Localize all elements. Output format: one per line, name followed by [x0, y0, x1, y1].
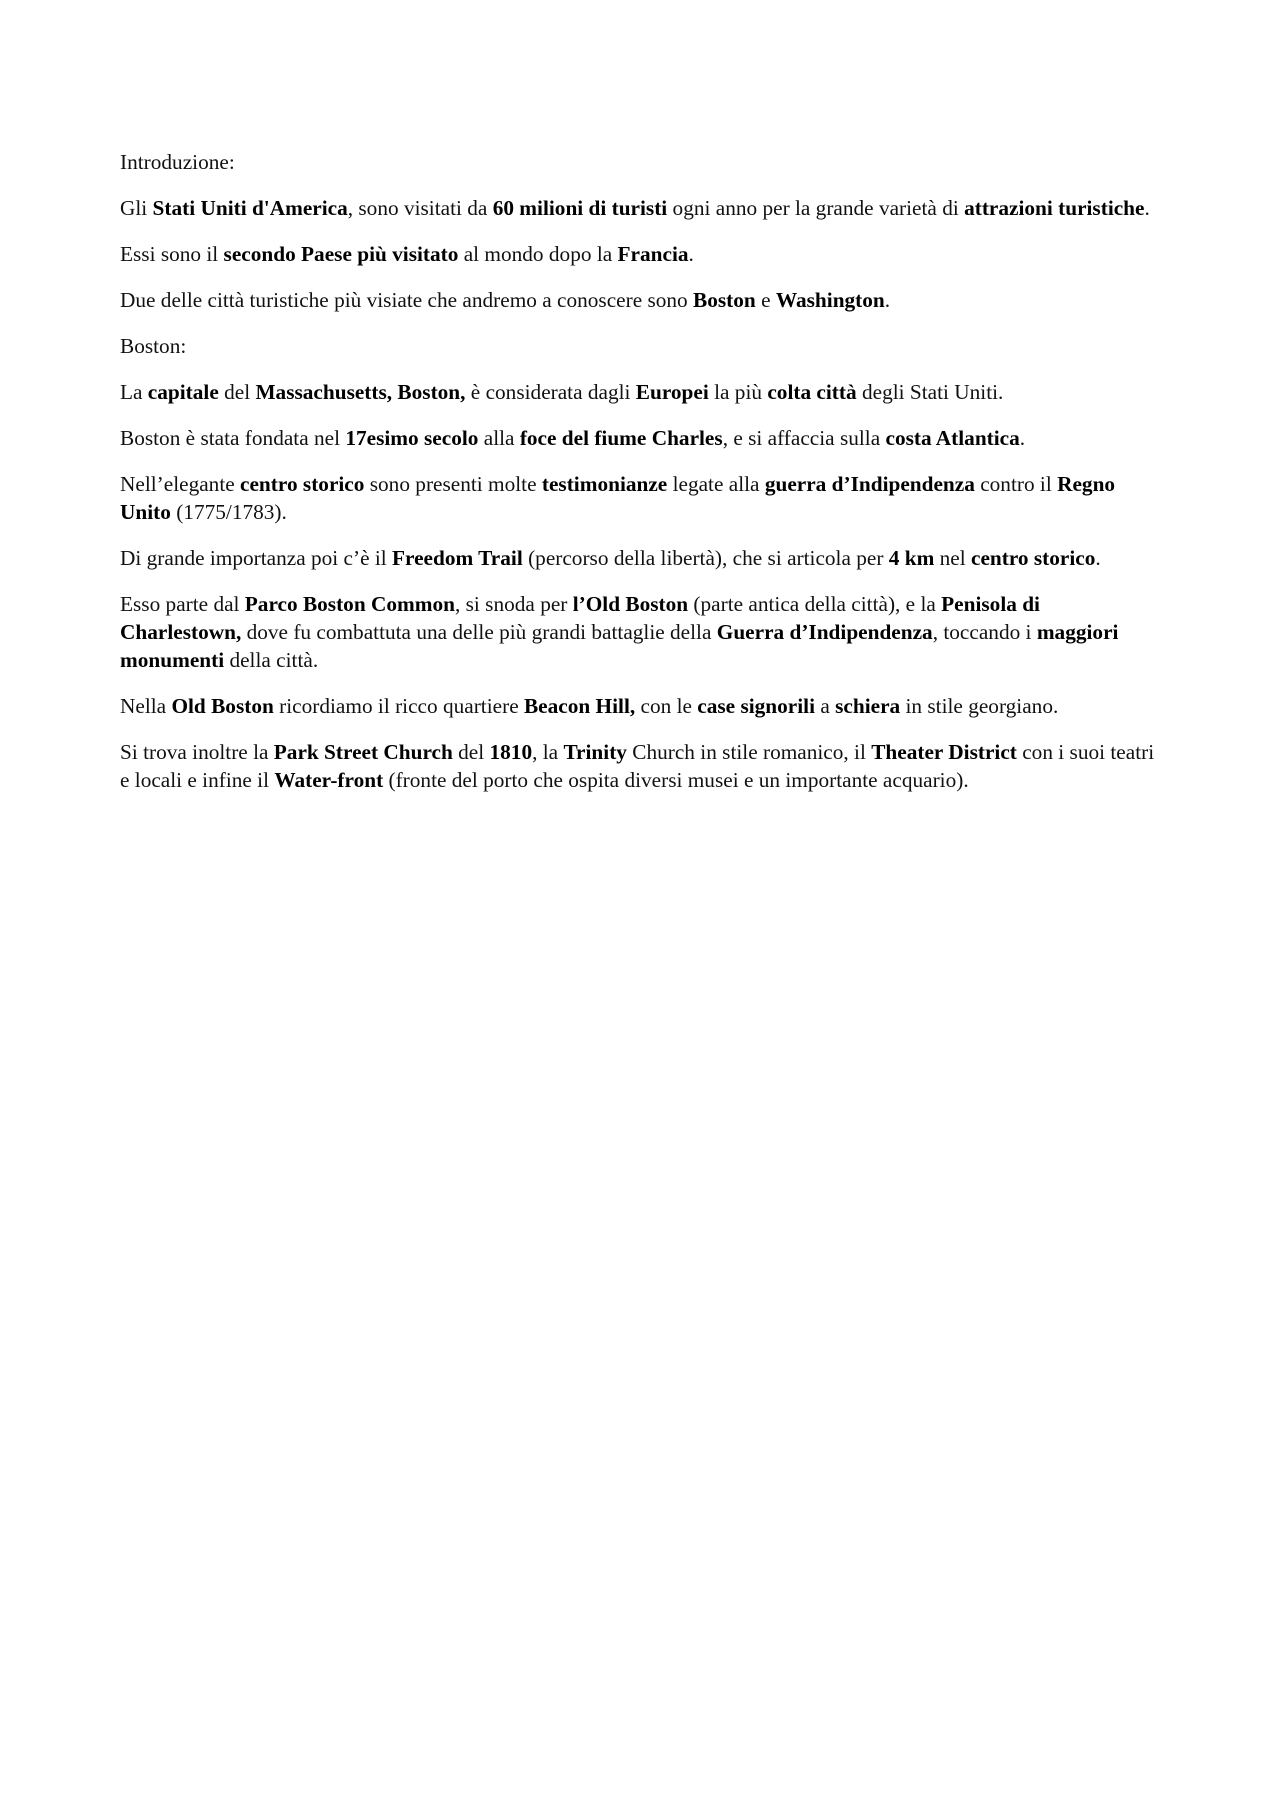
bold-text: 1810 — [489, 740, 533, 764]
text-run: in stile georgiano. — [900, 694, 1059, 718]
text-run: Esso parte dal — [120, 592, 245, 616]
text-run: del — [452, 740, 490, 764]
paragraph — [120, 470, 1160, 526]
text-run: con i suoi teatri e locali e infine il — [120, 740, 1155, 792]
text-run: (parte antica della città), e la — [688, 592, 942, 616]
text-run: alla — [478, 426, 520, 450]
text-run: ricordiamo il ricco quartiere — [273, 694, 524, 718]
paragraph — [120, 590, 1160, 674]
bold-text: case signorili — [697, 694, 815, 718]
text-run: Essi sono il — [120, 242, 224, 266]
text-run: dove fu combattuta una delle più grandi battaglie della — [241, 620, 717, 644]
bold-text: Massachusetts, Boston, — [255, 380, 466, 404]
bold-text: Theater District — [871, 740, 1017, 764]
text-run: legate alla — [667, 472, 765, 496]
bold-text: Stati Uniti d'America — [152, 196, 348, 220]
text-run: la più — [708, 380, 768, 404]
bold-text: capitale — [147, 380, 219, 404]
text-run: nel — [934, 546, 971, 570]
text-run: . — [1019, 426, 1026, 450]
text-run: contro il — [974, 472, 1058, 496]
text-run: Boston: — [120, 334, 187, 358]
text-run: è considerata dagli — [465, 380, 636, 404]
text-run: Di grande importanza poi c’è il — [120, 546, 393, 570]
text-run: sono presenti molte — [364, 472, 542, 496]
bold-text: secondo Paese più visitato — [223, 242, 459, 266]
bold-text: Beacon Hill, — [523, 694, 636, 718]
bold-text: Boston — [693, 288, 756, 312]
text-run: Nell’elegante — [120, 472, 241, 496]
bold-text: costa Atlantica — [885, 426, 1020, 450]
bold-text: Park Street Church — [273, 740, 453, 764]
bold-text: centro storico — [971, 546, 1096, 570]
text-run: Church in stile romanico, il — [626, 740, 872, 764]
text-run: (1775/1783). — [170, 500, 287, 524]
bold-text: Francia — [617, 242, 689, 266]
text-run: ogni anno per la grande varietà di — [667, 196, 965, 220]
text-run: , e si affaccia sulla — [722, 426, 886, 450]
paragraph — [120, 240, 1160, 268]
bold-text: Parco Boston Common — [244, 592, 455, 616]
text-run: Due delle città turistiche più visiate che andremo a conoscere sono — [120, 288, 694, 312]
text-run: , si snoda per — [455, 592, 573, 616]
bold-text: colta città — [767, 380, 857, 404]
bold-text: schiera — [835, 694, 901, 718]
text-run: . — [688, 242, 694, 266]
text-run: Nella — [120, 694, 172, 718]
text-run: Introduzione: — [120, 150, 235, 174]
text-run: (fronte del porto che ospita diversi musei e un importante acquario). — [383, 768, 969, 792]
bold-text: attrazioni turistiche — [964, 196, 1145, 220]
paragraph — [120, 544, 1160, 572]
text-run: , sono visitati da — [347, 196, 493, 220]
text-run: Boston è stata fondata nel — [120, 426, 346, 450]
section-heading-boston — [120, 332, 1160, 360]
bold-text: Freedom Trail — [392, 546, 523, 570]
bold-text: Washington — [775, 288, 885, 312]
bold-text: testimonianze — [541, 472, 668, 496]
bold-text: Water-front — [274, 768, 384, 792]
document-body — [120, 148, 1160, 812]
text-run: della città. — [224, 648, 319, 672]
text-run: . — [1095, 546, 1101, 570]
text-run: degli Stati Uniti. — [856, 380, 1004, 404]
section-heading-introduzione — [120, 148, 1160, 176]
bold-text: foce del fiume Charles — [519, 426, 723, 450]
text-run: Si trova inoltre la — [120, 740, 274, 764]
bold-text: 4 km — [888, 546, 935, 570]
bold-text: 60 milioni di turisti — [492, 196, 668, 220]
paragraph — [120, 194, 1160, 222]
text-run: . — [884, 288, 891, 312]
bold-text: guerra d’Indipendenza — [764, 472, 975, 496]
paragraph — [120, 424, 1160, 452]
text-run: al mondo dopo la — [458, 242, 618, 266]
paragraph — [120, 286, 1160, 314]
bold-text: Europei — [635, 380, 709, 404]
text-run: Gli — [120, 196, 153, 220]
bold-text: Regno Unito — [120, 472, 1116, 524]
text-run: a — [815, 694, 836, 718]
text-run: , toccando i — [932, 620, 1037, 644]
paragraph — [120, 692, 1160, 720]
bold-text: centro storico — [240, 472, 365, 496]
bold-text: Old Boston — [171, 694, 274, 718]
bold-text: Trinity — [563, 740, 627, 764]
bold-text: l’Old Boston — [572, 592, 689, 616]
text-run: , la — [532, 740, 564, 764]
text-run: del — [218, 380, 256, 404]
bold-text: Guerra d’Indipendenza — [716, 620, 933, 644]
bold-text: 17esimo secolo — [345, 426, 479, 450]
text-run: e — [755, 288, 776, 312]
bold-text: maggiori monumenti — [120, 620, 1119, 672]
text-run: con le — [635, 694, 698, 718]
text-run: La — [120, 380, 148, 404]
text-run: . — [1144, 196, 1150, 220]
text-run: (percorso della libertà), che si articola per — [522, 546, 889, 570]
bold-text: Penisola di Charlestown, — [120, 592, 1040, 644]
paragraph — [120, 738, 1160, 794]
paragraph — [120, 378, 1160, 406]
